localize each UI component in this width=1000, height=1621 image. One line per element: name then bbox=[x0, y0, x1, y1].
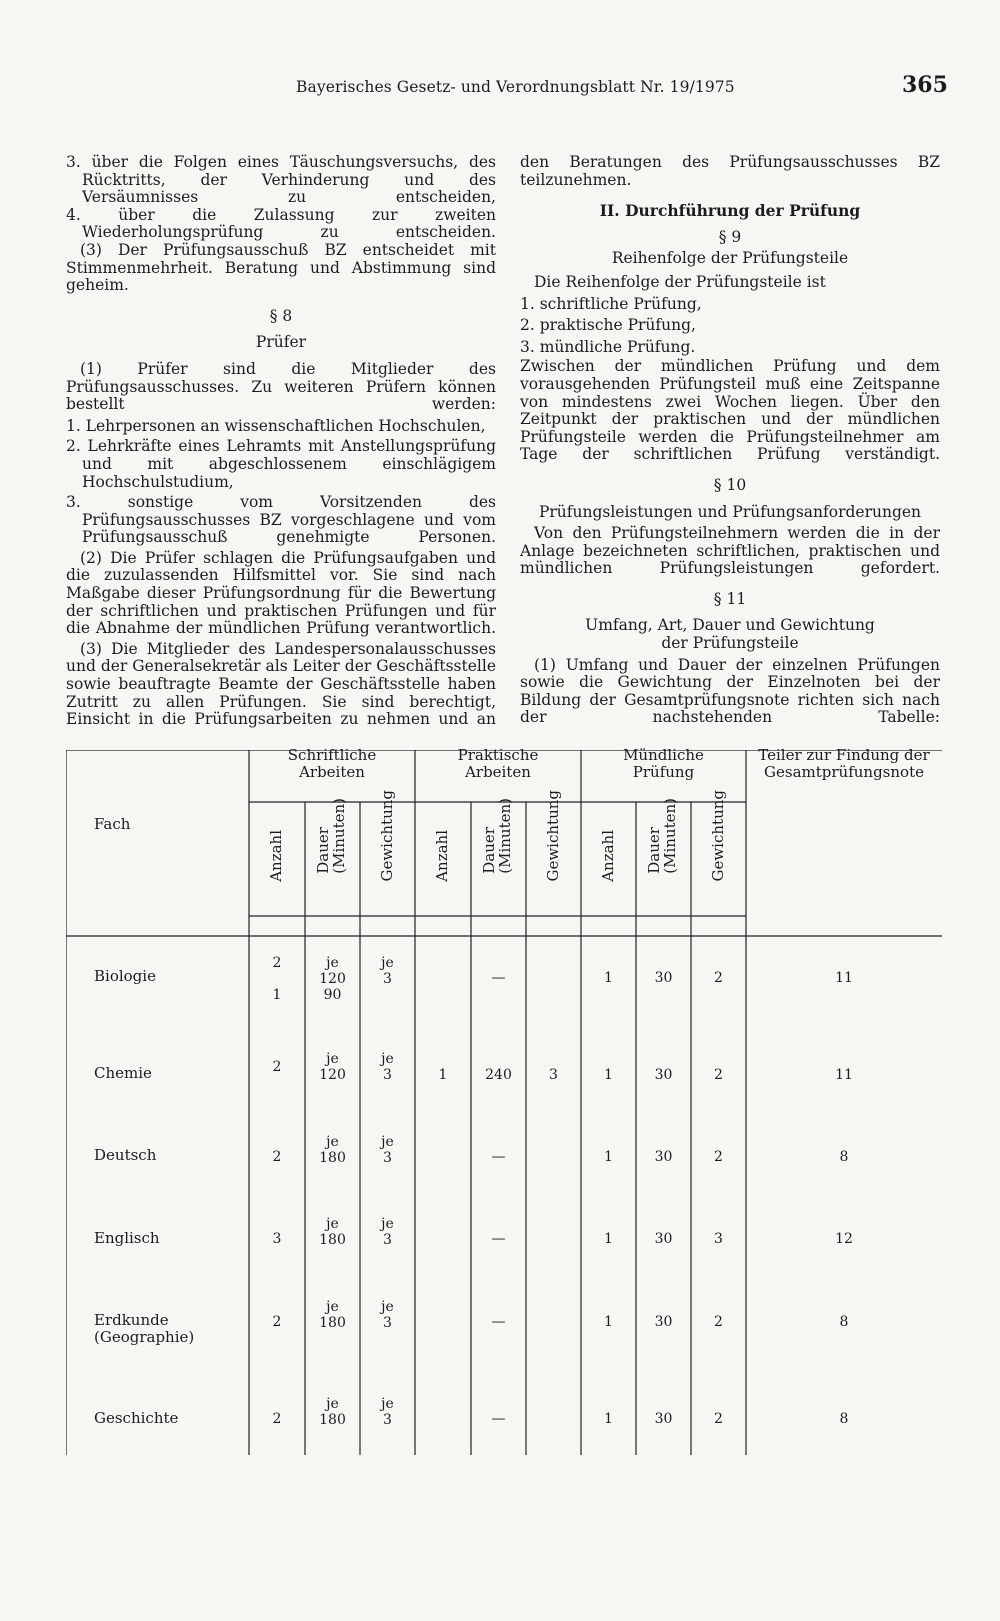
section-number: § 11 bbox=[713, 589, 747, 608]
right-column bbox=[520, 154, 940, 727]
p-dauer: — bbox=[491, 1411, 506, 1427]
row-fach: Biologie bbox=[94, 967, 156, 985]
m-gewichtung: 2 bbox=[714, 1411, 723, 1427]
section-title: Prüfer bbox=[255, 333, 307, 352]
teiler: 12 bbox=[835, 1231, 853, 1247]
m-gewichtung: 3 bbox=[714, 1231, 723, 1247]
m-gewichtung: 2 bbox=[714, 970, 723, 986]
section-number: § 8 bbox=[269, 306, 293, 325]
paragraph: (3) Der Prüfungsausschuß BZ entscheidet mit Stimmenmehrheit. Beratung und Abstimmung sind geheim. bbox=[66, 240, 496, 295]
running-header: Bayerisches Gesetz- und Verordnungsblatt Nr. 19/1975 bbox=[296, 78, 735, 96]
row-fach: Englisch bbox=[94, 1229, 160, 1247]
list-item: 2. praktische Prüfung, bbox=[520, 316, 696, 335]
m-anzahl: 1 bbox=[604, 1231, 613, 1247]
m-dauer: 30 bbox=[654, 1149, 673, 1165]
group-muendliche: Mündliche Prüfung bbox=[623, 746, 704, 781]
p-anzahl: 1 bbox=[438, 1067, 448, 1083]
sub-header-gewichtung: Gewichtung bbox=[378, 790, 396, 882]
m-anzahl: 1 bbox=[604, 1067, 613, 1083]
section-title: Prüfungsleistungen und Prüfungsanforderungen bbox=[538, 502, 922, 521]
section-number: § 10 bbox=[713, 475, 747, 494]
teiler: 11 bbox=[835, 970, 853, 986]
s-dauer: je 180 bbox=[319, 1396, 346, 1428]
paragraph: (3) Die Mitglieder des Landespersonalausschusses und der Generalsekretär als Leiter der Geschäftsstelle sowie beauftragte Beamte der Geschäftsstelle haben Zutritt zu allen Prüfungen. Sie sind berechtigt, Einsicht in die Prüfungsarbeiten zu nehmen und an bbox=[66, 639, 496, 729]
sub-header-dauer: Dauer (Minuten) bbox=[480, 798, 514, 874]
s-dauer: je 180 bbox=[319, 1134, 346, 1166]
p-dauer: — bbox=[491, 1149, 506, 1165]
teiler: 11 bbox=[835, 1067, 853, 1083]
s-anzahl: 2 bbox=[272, 1314, 282, 1330]
page-number: 365 bbox=[902, 72, 948, 98]
m-dauer: 30 bbox=[654, 1411, 673, 1427]
paragraph: Die Reihenfolge der Prüfungsteile ist bbox=[534, 272, 826, 291]
m-gewichtung: 2 bbox=[714, 1314, 723, 1330]
p-dauer: — bbox=[491, 1231, 506, 1247]
teiler: 8 bbox=[839, 1314, 849, 1330]
paragraph: (2) Die Prüfer schlagen die Prüfungsaufgaben und die zuzulassenden Hilfsmittel vor. Sie sind nach Maßgabe dieser Prüfungsordnung für die Bewertung der schriftlichen und praktischen Prüfungen und für die Abnahme der mündlichen Prüfung verantwortlich. bbox=[66, 548, 496, 638]
m-gewichtung: 2 bbox=[714, 1067, 723, 1083]
m-dauer: 30 bbox=[654, 1231, 673, 1247]
teiler: 8 bbox=[839, 1149, 849, 1165]
s-gewichtung: je 3 bbox=[381, 1299, 394, 1331]
paragraph: Zwischen der mündlichen Prüfung und dem vorausgehenden Prüfungsteil muß eine Zeitspanne von mindestens zwei Wochen liegen. Über den Zeitpunkt der praktischen und der mündlichen Prüfungsteile werden die Prüfungsteilnehmer am Tage der schriftlichen Prüfung verständigt. bbox=[520, 357, 940, 464]
s-anzahl: 3 bbox=[272, 1231, 282, 1247]
section-title: Umfang, Art, Dauer und Gewichtung bbox=[585, 616, 875, 635]
paragraph: den Beratungen des Prüfungsausschusses BZ teilzunehmen. bbox=[520, 153, 940, 189]
group-schriftliche: Schriftliche Arbeiten bbox=[287, 746, 377, 781]
list-item: 3. mündliche Prüfung. bbox=[520, 337, 696, 356]
s-anzahl: 2 bbox=[272, 1149, 282, 1165]
fach-header: Fach bbox=[94, 815, 131, 833]
m-anzahl: 1 bbox=[604, 1314, 613, 1330]
row-fach: Geschichte bbox=[94, 1409, 179, 1427]
left-column bbox=[66, 154, 496, 729]
group-teiler: Teiler zur Findung der Gesamtprüfungsnote bbox=[758, 746, 930, 781]
list-item: 4. über die Zulassung zur zweiten Wiederholungsprüfung zu entscheiden. bbox=[66, 205, 496, 242]
s-gewichtung: je 3 bbox=[381, 955, 394, 987]
m-gewichtung: 2 bbox=[714, 1149, 723, 1165]
row-fach: Chemie bbox=[94, 1064, 152, 1082]
sub-header-dauer: Dauer (Minuten) bbox=[645, 798, 679, 874]
list-item: 2. Lehrkräfte eines Lehramts mit Anstellungsprüfung und mit abgeschlossenem einschlägigem Hochschulstudium, bbox=[66, 437, 496, 491]
list-item: 3. über die Folgen eines Täuschungsversuchs, des Rücktritts, der Verhinderung und des Versäumnisses zu entscheiden, bbox=[66, 153, 496, 207]
s-dauer: je 120 bbox=[319, 1051, 346, 1083]
s-anzahl: 2 bbox=[272, 1059, 282, 1075]
paragraph: Von den Prüfungsteilnehmern werden die in der Anlage bezeichneten schriftlichen, praktischen und mündlichen Prüfungsleistungen gefordert. bbox=[520, 524, 940, 578]
s-dauer: je 120 90 bbox=[319, 955, 346, 1003]
row-fach: Erdkunde (Geographie) bbox=[94, 1311, 195, 1346]
sub-header-anzahl: Anzahl bbox=[433, 830, 451, 882]
m-dauer: 30 bbox=[654, 1067, 673, 1083]
sub-header-gewichtung: Gewichtung bbox=[709, 790, 727, 882]
s-gewichtung: je 3 bbox=[381, 1396, 394, 1428]
m-anzahl: 1 bbox=[604, 1411, 613, 1427]
list-item: 1. schriftliche Prüfung, bbox=[520, 294, 702, 313]
s-gewichtung: je 3 bbox=[381, 1051, 394, 1083]
paragraph: (1) Prüfer sind die Mitglieder des Prüfungsausschusses. Zu weiteren Prüfern können bestellt werden: bbox=[66, 359, 496, 414]
p-dauer: — bbox=[491, 1314, 506, 1330]
group-praktische: Praktische Arbeiten bbox=[457, 746, 539, 781]
sub-header-anzahl: Anzahl bbox=[267, 830, 285, 882]
sub-header-anzahl: Anzahl bbox=[599, 830, 617, 882]
section-number: § 9 bbox=[718, 227, 742, 246]
list-item: 3. sonstige vom Vorsitzenden des Prüfungsausschusses BZ vorgeschlagene und vom Prüfungsausschuß genehmigte Personen. bbox=[66, 493, 496, 547]
sub-header-dauer: Dauer (Minuten) bbox=[314, 798, 348, 874]
p-dauer: — bbox=[491, 970, 506, 986]
section-title: der Prüfungsteile bbox=[661, 634, 799, 653]
m-anzahl: 1 bbox=[604, 970, 613, 986]
part-heading: II. Durchführung der Prüfung bbox=[599, 201, 861, 221]
list-item: 1. Lehrpersonen an wissenschaftlichen Hochschulen, bbox=[66, 416, 486, 435]
teiler: 8 bbox=[839, 1411, 849, 1427]
m-anzahl: 1 bbox=[604, 1149, 613, 1165]
m-dauer: 30 bbox=[654, 970, 673, 986]
s-gewichtung: je 3 bbox=[381, 1134, 394, 1166]
p-gewichtung: 3 bbox=[549, 1067, 558, 1083]
exam-table bbox=[66, 746, 942, 1470]
s-dauer: je 180 bbox=[319, 1216, 346, 1248]
s-anzahl: 2 1 bbox=[272, 955, 282, 1003]
p-dauer: 240 bbox=[485, 1067, 512, 1083]
section-title: Reihenfolge der Prüfungsteile bbox=[611, 249, 849, 268]
paragraph: (1) Umfang und Dauer der einzelnen Prüfungen sowie die Gewichtung der Einzelnoten bei der Bildung der Gesamtprüfungsnote richten sich nach der nachstehenden Tabelle: bbox=[520, 655, 940, 727]
row-fach: Deutsch bbox=[94, 1146, 157, 1164]
s-gewichtung: je 3 bbox=[381, 1216, 394, 1248]
s-dauer: je 180 bbox=[319, 1299, 346, 1331]
m-dauer: 30 bbox=[654, 1314, 673, 1330]
s-anzahl: 2 bbox=[272, 1411, 282, 1427]
sub-header-gewichtung: Gewichtung bbox=[544, 790, 562, 882]
